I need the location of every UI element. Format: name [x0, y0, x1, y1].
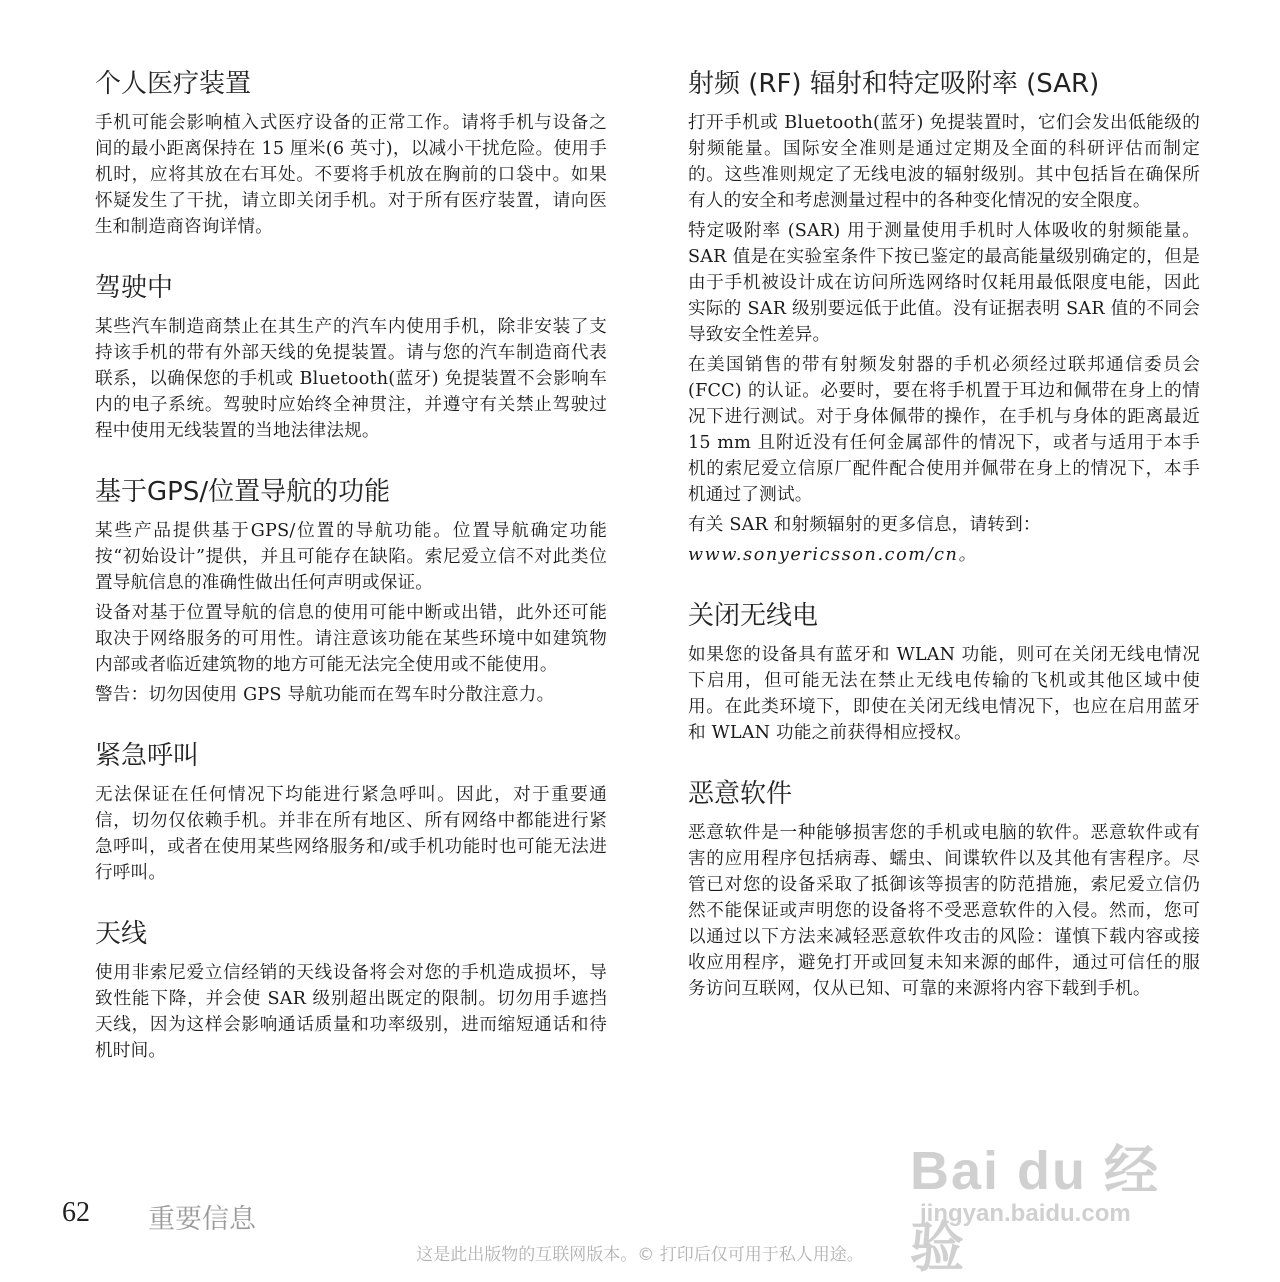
heading-rf-sar: 射频 (RF) 辐射和特定吸附率 (SAR) [688, 69, 1100, 99]
paragraph: 有关 SAR 和射频辐射的更多信息，请转到： [688, 515, 1041, 535]
heading-radio-off: 关闭无线电 [688, 601, 819, 631]
paragraph: 使用非索尼爱立信经销的天线设备将会对您的手机造成损坏，导致性能下降，并会使 SAR 级别超出既定的限制。切勿用手遮挡天线，因为这样会影响通话质量和功率级别，进而缩短通话和待机时间。 [95, 963, 607, 1061]
section-malware [688, 772, 1200, 1002]
paragraph: 在美国销售的带有射频发射器的手机必须经过联邦通信委员会 (FCC) 的认证。必要时，要在将手机置于耳边和佩带在身上的情况下进行测试。对于身体佩带的操作，在手机与身体的距离最近 15 mm 且附近没有任何金属部件的情况下，或者与适用于本手机的索尼爱立信原厂配件配合使用并佩带在身上的情况下，本手机通过了测试。 [688, 355, 1200, 505]
website-link[interactable]: www.sonyericsson.com/cn [688, 545, 959, 565]
heading-driving: 驾驶中 [95, 273, 174, 303]
section-emergency-calls [95, 734, 607, 886]
watermark-brand: Bai du 经验 [910, 1141, 1161, 1278]
section-gps-navigation [95, 470, 607, 708]
paragraph: 设备对基于位置导航的信息的使用可能中断或出错，此外还可能取决于网络服务的可用性。请注意该功能在某些环境中如建筑物内部或者临近建筑物的地方可能无法完全使用或不能使用。 [95, 603, 607, 675]
paragraph: 打开手机或 Bluetooth(蓝牙) 免提装置时，它们会发出低能级的射频能量。国际安全准则是通过定期及全面的科研评估而制定的。这些准则规定了无线电波的辐射级别。其中包括旨在确保所有人的安全和考虑测量过程中的各种变化情况的安全限度。 [688, 113, 1200, 211]
right-column [688, 62, 1200, 1028]
paragraph: 某些汽车制造商禁止在其生产的汽车内使用手机，除非安装了支持该手机的带有外部天线的免提装置。请与您的汽车制造商代表联系，以确保您的手机或 Bluetooth(蓝牙) 免提装置不会影响车内的电子系统。驾驶时应始终全神贯注，并遵守有关禁止驾驶过程中使用无线装置的当地法律法规。 [95, 317, 607, 441]
heading-gps-navigation: 基于GPS/位置导航的功能 [95, 477, 391, 507]
section-medical-devices [95, 62, 607, 240]
heading-medical-devices: 个人医疗装置 [95, 69, 252, 99]
link-suffix: 。 [958, 545, 978, 565]
heading-emergency-calls: 紧急呼叫 [95, 741, 200, 771]
paragraph: 特定吸附率 (SAR) 用于测量使用手机时人体吸收的射频能量。SAR 值是在实验室条件下按已鉴定的最高能量级别确定的，但是由于手机被设计成在访问所选网络时仅耗用最低限度电能，因此实际的 SAR 级别要远低于此值。没有证据表明 SAR 值的不同会导致安全性差异。 [688, 221, 1200, 345]
paragraph: 手机可能会影响植入式医疗设备的正常工作。请将手机与设备之间的最小距离保持在 15 厘米(6 英寸)，以减小干扰危险。使用手机时，应将其放在右耳处。不要将手机放在胸前的口袋中。如果怀疑发生了干扰，请立即关闭手机。对于所有医疗装置，请向医生和制造商咨询详情。 [95, 113, 607, 237]
section-rf-sar [688, 62, 1200, 568]
left-column [95, 62, 607, 1090]
paragraph: 恶意软件是一种能够损害您的手机或电脑的软件。恶意软件或有害的应用程序包括病毒、蠕虫、间谍软件以及其他有害程序。尽管已对您的设备采取了抵御该等损害的防范措施，索尼爱立信仍然不能保证或声明您的设备将不受恶意软件的入侵。然而，您可以通过以下方法来减轻恶意软件攻击的风险：谨慎下载内容或接收应用程序，避免打开或回复未知来源的邮件，通过可信任的服务访问互联网，仅从已知、可靠的来源将内容下载到手机。 [688, 823, 1200, 999]
footer-section-title: 重要信息 [148, 1204, 256, 1235]
paragraph: 某些产品提供基于GPS/位置的导航功能。位置导航确定功能按“初始设计”提供，并且可能存在缺陷。索尼爱立信不对此类位置导航信息的准确性做出任何声明或保证。 [95, 521, 607, 593]
heading-malware: 恶意软件 [688, 779, 793, 809]
section-driving [95, 266, 607, 444]
copyright-notice: 这是此出版物的互联网版本。© 打印后仅可用于私人用途。 [416, 1245, 864, 1265]
link-paragraph [688, 542, 1200, 568]
section-antenna [95, 912, 607, 1064]
paragraph: 无法保证在任何情况下均能进行紧急呼叫。因此，对于重要通信，切勿仅依赖手机。并非在所有地区、所有网络中都能进行紧急呼叫，或者在使用某些网络服务和/或手机功能时也可能无法进行呼叫。 [95, 785, 607, 883]
section-radio-off [688, 594, 1200, 746]
watermark-url: jingyan.baidu.com [920, 1200, 1131, 1227]
heading-antenna: 天线 [95, 919, 148, 949]
baidu-watermark [880, 1100, 1210, 1278]
paragraph: 警告：切勿因使用 GPS 导航功能而在驾车时分散注意力。 [95, 685, 555, 705]
page-number: 62 [62, 1197, 90, 1228]
paragraph: 如果您的设备具有蓝牙和 WLAN 功能，则可在关闭无线电情况下启用，但可能无法在禁止无线电传输的飞机或其他区域中使用。在此类环境下，即使在关闭无线电情况下，也应在启用蓝牙和 WLAN 功能之前获得相应授权。 [688, 645, 1200, 743]
